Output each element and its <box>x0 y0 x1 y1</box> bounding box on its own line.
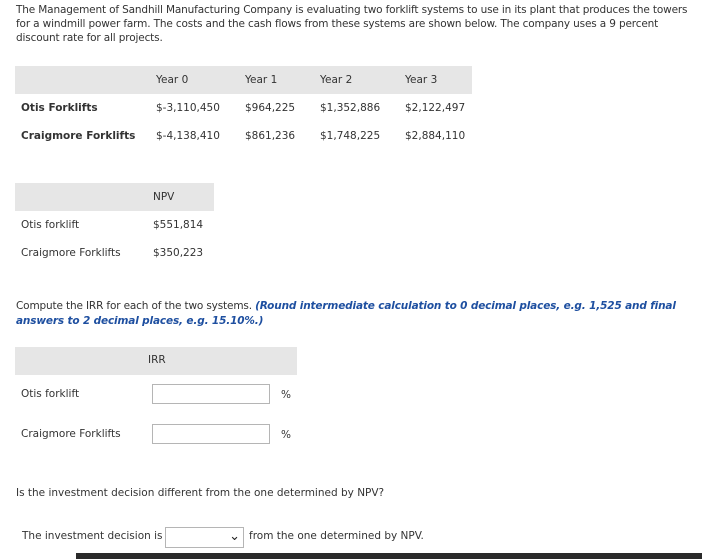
year-2-header: Year 2 <box>320 66 405 94</box>
npv-header-row <box>15 183 214 211</box>
decision-suffix: from the one determined by NPV. <box>249 530 424 542</box>
cash-flow-cell: $861,236 <box>245 130 296 142</box>
cash-flow-cell: $-4,138,410 <box>156 130 220 142</box>
irr-label-otis: Otis forklift <box>21 388 80 400</box>
row-label-otis: Otis Forklifts <box>21 102 98 114</box>
bottom-edge-bar <box>76 553 702 559</box>
npv-label-craigmore: Craigmore Forklifts <box>21 247 121 259</box>
irr-label-craigmore: Craigmore Forklifts <box>21 428 121 440</box>
percent-unit: % <box>281 429 291 441</box>
cash-flow-cell: $2,122,497 <box>405 102 466 114</box>
npv-corner-cell <box>15 183 148 211</box>
cash-flow-cell: $2,884,110 <box>405 130 466 142</box>
year-3-header: Year 3 <box>405 66 472 94</box>
cash-flow-cell: $-3,110,450 <box>156 102 220 114</box>
instruction <box>16 299 700 329</box>
table-row <box>15 122 472 150</box>
rounding-hint: (Round intermediate calculation to 0 decimal places, e.g. 1,525 and final answers to 2 decimal places, e.g. 15.10%.) <box>16 300 676 327</box>
irr-craigmore-input[interactable] <box>152 424 270 444</box>
irr-header-bar <box>15 347 297 375</box>
npv-label-otis: Otis forklift <box>21 219 80 231</box>
decision-dropdown[interactable] <box>165 527 244 548</box>
cash-flow-cell: $964,225 <box>245 102 296 114</box>
cash-flow-cell: $1,748,225 <box>320 130 381 142</box>
year-1-header: Year 1 <box>245 66 320 94</box>
row-label-craigmore: Craigmore Forklifts <box>21 130 136 142</box>
cash-flow-cell: $1,352,886 <box>320 102 381 114</box>
percent-unit: % <box>281 389 291 401</box>
npv-table <box>15 183 214 267</box>
npv-value-otis: $551,814 <box>153 219 204 231</box>
chevron-down-icon: ⌄ <box>229 529 240 544</box>
npv-header: NPV <box>148 183 214 211</box>
question-text: Is the investment decision different from the one determined by NPV? <box>16 487 385 499</box>
instruction-text: Compute the IRR for each of the two systems. <box>16 300 252 312</box>
decision-prefix: The investment decision is <box>22 530 163 542</box>
cash-flow-corner-cell <box>15 66 156 94</box>
problem-statement: The Management of Sandhill Manufacturing Company is evaluating two forklift systems to use in its plant that produces the towers for a windmill power farm. The costs and the cash flows from these systems are shown below. The company uses a 9 percent discount rate for all projects. <box>16 4 688 44</box>
year-0-header: Year 0 <box>156 66 245 94</box>
irr-otis-input[interactable] <box>152 384 270 404</box>
table-row <box>15 239 214 267</box>
table-row <box>15 211 214 239</box>
cash-flow-table <box>15 66 472 150</box>
npv-value-craigmore: $350,223 <box>153 247 204 259</box>
irr-header: IRR <box>148 354 166 366</box>
cash-flow-header-row <box>15 66 472 94</box>
table-row <box>15 94 472 122</box>
